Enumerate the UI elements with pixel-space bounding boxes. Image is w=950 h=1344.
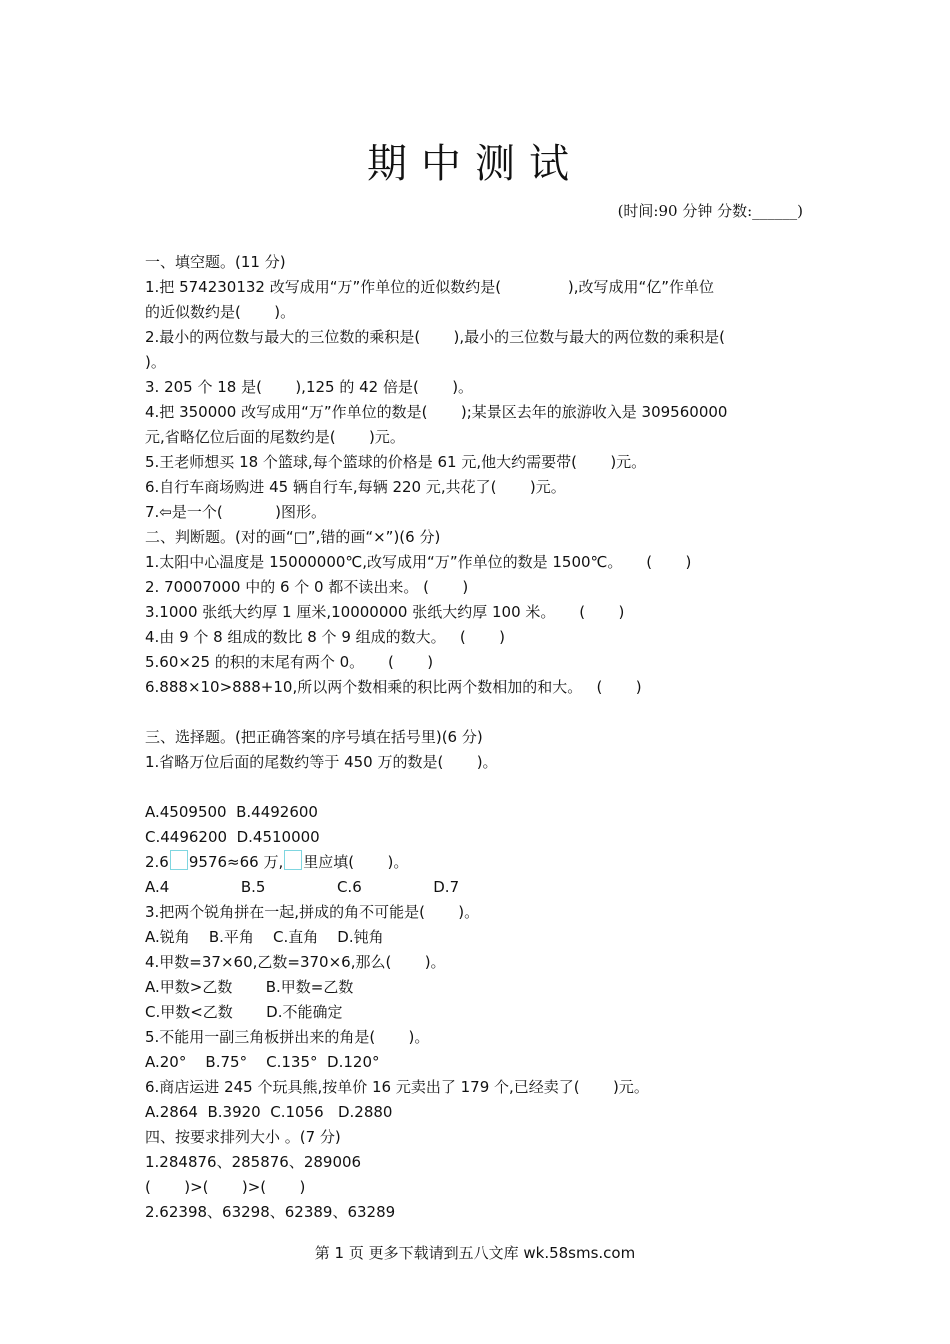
section-heading: 一、填空题。(11 分) [145, 253, 286, 271]
question-text: 6.自行车商场购进 45 辆自行车,每辆 220 元,共花了( )元。 [145, 478, 566, 496]
question-text: 6.888×10>888+10,所以两个数相乘的积比两个数相加的和大。 ( ) [145, 678, 642, 696]
question-text: 4.由 9 个 8 组成的数比 8 个 9 组成的数大。 ( ) [145, 628, 506, 646]
question-part: 里应填( )。 [303, 853, 409, 871]
exam-content [145, 250, 805, 1225]
answer-blanks: ( )>( )>( ) [145, 1178, 306, 1196]
answer-options: A.20° B.75° C.135° D.120° [145, 1053, 380, 1071]
question-text: 2.62398、63298、62389、63289 [145, 1203, 396, 1221]
question-text: 5.不能用一副三角板拼出来的角是( )。 [145, 1028, 430, 1046]
question-text: 2.最小的两位数与最大的三位数的乘积是( ),最小的三位数与最大的两位数的乘积是( [145, 328, 726, 346]
page-title: 期中测试 [367, 141, 583, 187]
question-part: 2.6 [145, 853, 169, 871]
answer-options: A.2864 B.3920 C.1056 D.2880 [145, 1103, 393, 1121]
question-text: 2. 70007000 中的 6 个 0 都不读出来。 ( ) [145, 578, 469, 596]
answer-options: C.甲数<乙数 D.不能确定 [145, 1003, 343, 1021]
question-text: 4.把 350000 改写成用“万”作单位的数是( );某景区去年的旅游收入是 309560000 [145, 403, 728, 421]
question-text: 1.284876、285876、289006 [145, 1153, 362, 1171]
question-text: 元,省略亿位后面的尾数约是( )元。 [145, 428, 405, 446]
blank-box [284, 850, 302, 870]
answer-options: A.4509500 B.4492600 [145, 803, 318, 821]
question-text: 7.⇦是一个( )图形。 [145, 503, 327, 521]
question-text: 6.商店运进 245 个玩具熊,按单价 16 元卖出了 179 个,已经卖了( )元。 [145, 1078, 649, 1096]
section-heading: 二、判断题。(对的画“□”,错的画“×”)(6 分) [145, 528, 441, 546]
question-text: 4.甲数=37×60,乙数=370×6,那么( )。 [145, 953, 446, 971]
question-text: 的近似数约是( )。 [145, 303, 296, 321]
section-heading: 三、选择题。(把正确答案的序号填在括号里)(6 分) [145, 728, 483, 746]
question-text: 5.王老师想买 18 个篮球,每个篮球的价格是 61 元,他大约需要带( )元。 [145, 453, 647, 471]
question-text: 1.省略万位后面的尾数约等于 450 万的数是( )。 [145, 753, 498, 771]
question-text: 5.60×25 的积的末尾有两个 0。 ( ) [145, 653, 434, 671]
question-text: 3. 205 个 18 是( ),125 的 42 倍是( )。 [145, 378, 474, 396]
answer-options: A.4 B.5 C.6 D.7 [145, 878, 460, 896]
exam-info: (时间:90 分钟 分数:______) [617, 202, 803, 220]
question-text: 3.1000 张纸大约厚 1 厘米,10000000 张纸大约厚 100 米。 ( ) [145, 603, 625, 621]
answer-options: C.4496200 D.4510000 [145, 828, 320, 846]
spacer [145, 775, 805, 800]
question-text: 1.把 574230132 改写成用“万”作单位的近似数约是( ),改写成用“亿”作单位 [145, 278, 715, 296]
question-text: 3.把两个锐角拼在一起,拼成的角不可能是( )。 [145, 903, 480, 921]
section-heading: 四、按要求排列大小 。(7 分) [145, 1128, 341, 1146]
question-text: 1.太阳中心温度是 15000000℃,改写成用“万”作单位的数是 1500℃。 ( ) [145, 553, 692, 571]
question-text: )。 [145, 353, 166, 371]
spacer [145, 700, 805, 725]
blank-box [170, 850, 188, 870]
page-footer: 第 1 页 更多下载请到五八文库 wk.58sms.com [314, 1244, 636, 1262]
answer-options: A.锐角 B.平角 C.直角 D.钝角 [145, 928, 384, 946]
answer-options: A.甲数>乙数 B.甲数=乙数 [145, 978, 354, 996]
question-part: 9576≈66 万, [188, 853, 284, 871]
question-text [145, 850, 805, 875]
